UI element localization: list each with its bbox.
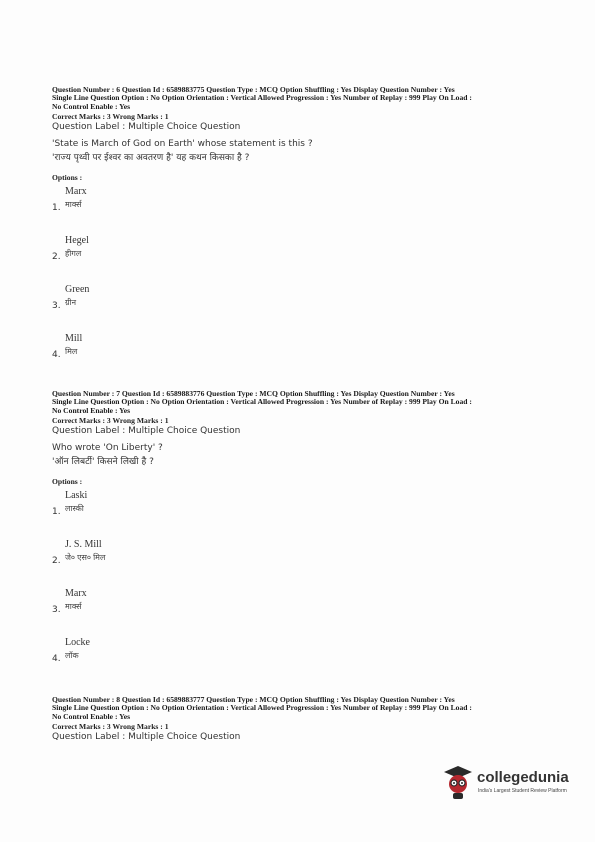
question-text-en: 'State is March of God on Earth' whose statement is this ? bbox=[52, 139, 313, 150]
question-text-hi: 'ऑन लिबर्टी' किसने लिखी है ? bbox=[52, 457, 154, 468]
option-text-hi: हीगल bbox=[65, 249, 82, 259]
options-list bbox=[52, 490, 552, 686]
option-text-hi: ग्रीन bbox=[65, 298, 77, 308]
question-meta-line: Single Line Question Option : No Option Orientation : Vertical Allowed Progression : Yes Number of Replay : 999 Play On Load : bbox=[52, 93, 472, 103]
graduate-mascot-icon bbox=[441, 763, 475, 801]
option-item[interactable] bbox=[52, 637, 552, 686]
question-meta-line: No Control Enable : Yes bbox=[52, 101, 131, 111]
option-item[interactable] bbox=[52, 333, 552, 382]
option-item[interactable] bbox=[52, 490, 552, 539]
question-meta-line: No Control Enable : Yes bbox=[52, 405, 131, 415]
question-label: Question Label : Multiple Choice Question bbox=[52, 122, 241, 133]
option-text-hi: जे० एस० मिल bbox=[65, 553, 106, 563]
options-heading: Options : bbox=[52, 173, 83, 183]
collegedunia-logo bbox=[441, 763, 581, 803]
question-label: Question Label : Multiple Choice Question bbox=[52, 426, 241, 437]
option-number: 1. bbox=[52, 507, 61, 518]
question-meta-line: Single Line Question Option : No Option Orientation : Vertical Allowed Progression : Yes Number of Replay : 999 Play On Load : bbox=[52, 703, 472, 713]
options-heading: Options : bbox=[52, 477, 83, 487]
options-list bbox=[52, 186, 552, 382]
option-text-hi: मार्क्स bbox=[65, 200, 82, 210]
option-item[interactable] bbox=[52, 588, 552, 637]
logo-tagline: India's Largest Student Review Platform bbox=[478, 788, 567, 794]
option-text-en: Locke bbox=[65, 637, 90, 649]
option-text-en: J. S. Mill bbox=[65, 539, 102, 551]
option-number: 2. bbox=[52, 556, 61, 567]
option-number: 4. bbox=[52, 654, 61, 665]
option-item[interactable] bbox=[52, 235, 552, 284]
option-number: 3. bbox=[52, 301, 61, 312]
question-meta-line: Question Number : 6 Question Id : 6589883775 Question Type : MCQ Option Shuffling : Yes Display Question Number : Yes bbox=[52, 85, 455, 94]
option-number: 3. bbox=[52, 605, 61, 616]
option-text-hi: मिल bbox=[65, 347, 78, 357]
option-text-en: Laski bbox=[65, 490, 88, 502]
option-text-hi: लास्की bbox=[65, 504, 84, 514]
question-meta-line: Question Number : 8 Question Id : 6589883777 Question Type : MCQ Option Shuffling : Yes Display Question Number : Yes bbox=[52, 695, 455, 704]
option-number: 4. bbox=[52, 350, 61, 361]
option-item[interactable] bbox=[52, 539, 552, 588]
logo-wordmark: collegedunia bbox=[477, 769, 569, 786]
option-item[interactable] bbox=[52, 284, 552, 333]
option-text-en: Green bbox=[65, 284, 90, 296]
question-meta-line: Single Line Question Option : No Option Orientation : Vertical Allowed Progression : Yes Number of Replay : 999 Play On Load : bbox=[52, 397, 472, 407]
question-meta-line: No Control Enable : Yes bbox=[52, 711, 131, 721]
option-text-en: Marx bbox=[65, 588, 87, 600]
option-text-hi: लॉक bbox=[65, 651, 79, 661]
option-text-hi: मार्क्स bbox=[65, 602, 82, 612]
question-text-hi: 'राज्य पृथ्वी पर ईश्वर का अवतरण है' यह कथन किसका है ? bbox=[52, 153, 250, 164]
option-text-en: Hegel bbox=[65, 235, 89, 247]
option-text-en: Mill bbox=[65, 333, 83, 345]
option-item[interactable] bbox=[52, 186, 552, 235]
question-block bbox=[52, 696, 552, 742]
question-marks: Correct Marks : 3 Wrong Marks : 1 bbox=[52, 112, 169, 122]
question-meta-line: Question Number : 7 Question Id : 6589883776 Question Type : MCQ Option Shuffling : Yes Display Question Number : Yes bbox=[52, 389, 455, 398]
question-marks: Correct Marks : 3 Wrong Marks : 1 bbox=[52, 722, 169, 732]
question-text-en: Who wrote 'On Liberty' ? bbox=[52, 443, 163, 454]
question-label: Question Label : Multiple Choice Question bbox=[52, 732, 241, 743]
option-text-en: Marx bbox=[65, 186, 87, 198]
option-number: 2. bbox=[52, 252, 61, 263]
question-marks: Correct Marks : 3 Wrong Marks : 1 bbox=[52, 416, 169, 426]
question-block bbox=[52, 390, 552, 686]
question-block bbox=[52, 86, 552, 382]
option-number: 1. bbox=[52, 203, 61, 214]
